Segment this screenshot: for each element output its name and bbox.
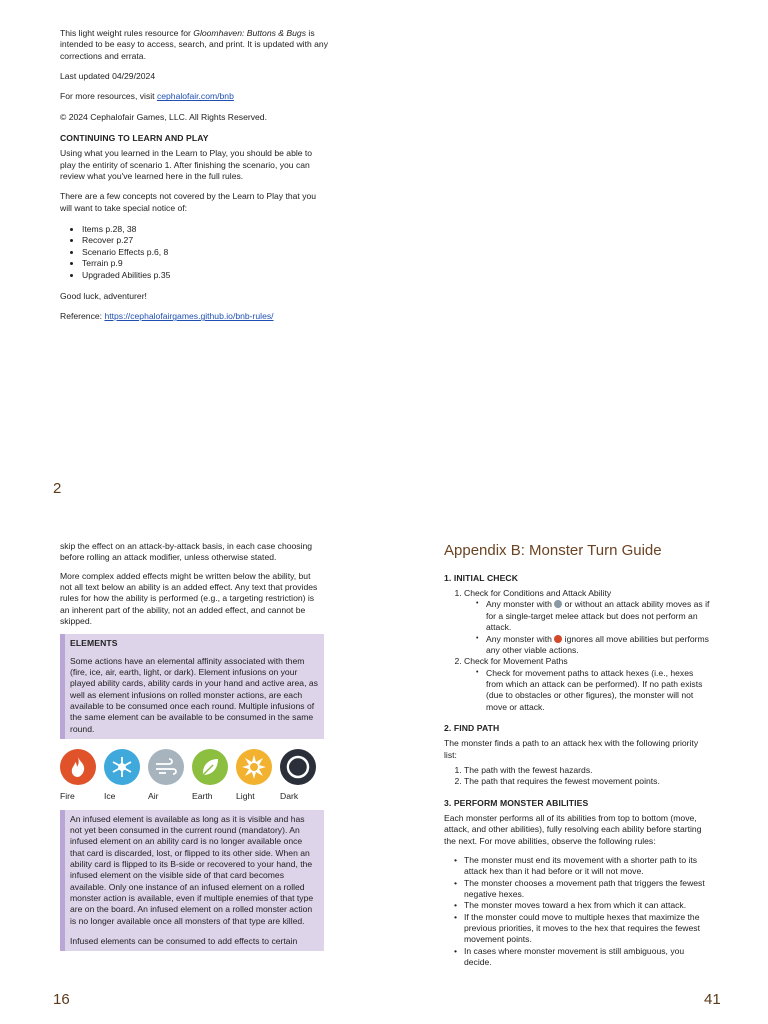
- last-updated: Last updated 04/29/2024: [60, 71, 156, 82]
- paragraph: skip the effect on an attack-by-attack basis, in each case choosing before rolling an attack modifier, unless otherwise stated.: [60, 541, 313, 563]
- concept-list: [60, 224, 328, 281]
- list-item: 1. Check for Conditions and Attack Ability • Any monster with or without an attack ability moves as if for a single-target melee attack but does not perform an attack. • Any monster with ignores all move abilities but performs any other viable actions.: [464, 588, 710, 656]
- element-ice: [104, 749, 148, 802]
- page-16: [60, 541, 324, 951]
- list-item: 1. The path with the fewest hazards.: [464, 765, 710, 776]
- list-item: • In cases where monster movement is still ambiguous, you decide.: [464, 946, 710, 969]
- resources-line: For more resources, visit cephalofair.com/bnb: [60, 91, 234, 102]
- list-item: • The monster chooses a movement path that triggers the fewest negative hexes.: [464, 878, 710, 901]
- list-item: • Check for movement paths to attack hexes (i.e., hexes from which an attack can be performed). If no path exists (due to obstacles or other figures), the monster will not move or attack.: [486, 668, 710, 713]
- page-number: 2: [53, 480, 62, 497]
- page-2: [60, 28, 328, 323]
- list-item: • Scenario Effects p.6, 8: [82, 247, 328, 258]
- list-item: • Terrain p.9: [82, 258, 328, 269]
- list-item: 2. Check for Movement Paths • Check for movement paths to attack hexes (i.e., hexes from which an attack can be performed). If no path exists (due to obstacles or other figures), the monster will not move or attack.: [464, 656, 710, 713]
- element-label: Ice: [104, 791, 116, 802]
- section-heading: 1. INITIAL CHECK: [444, 572, 519, 583]
- paragraph: Each monster performs all of its abilities from top to bottom (move, attack, and other abilities), fully resolving each ability before starting the next. For move abilities, observe the following rules:: [444, 812, 702, 846]
- section-heading: 3. PERFORM MONSTER ABILITIES: [444, 797, 589, 808]
- paragraph: The monster finds a path to an attack hex with the following priority list:: [444, 738, 699, 760]
- paragraph: There are a few concepts not covered by the Learn to Play that you will want to take special notice of:: [60, 191, 317, 213]
- elements-box: [60, 634, 324, 739]
- ice-icon: [104, 749, 140, 785]
- paragraph: More complex added effects might be written below the ability, but not all text below an ability is an added effect. Any text that provides rules for how the ability is performed (e.g., a targeting restriction) is an inherent part of the ability, not an added effect, and cannot be skipped.: [60, 570, 318, 627]
- earth-icon: [192, 749, 228, 785]
- infused-text: An infused element is available as long as it is visible and has not yet been consumed in the current round (mandatory). An infused element on an ability card is no longer available once that card is discarded, lost, or flipped to its other side. When an ability card is flipped to its B-side or recovered to your hand, the infused element on the visible side of that card becomes available. Only one instance of an infused element on a rolled monster action is available, even if multiple enemies of that type are on the board. An infused element on a rolled monster action is no longer available once all monsters of that type are killed.: [70, 813, 314, 926]
- good-luck: Good luck, adventurer!: [60, 290, 147, 301]
- element-air: [148, 749, 192, 802]
- copyright: © 2024 Cephalofair Games, LLC. All Rights Reserved.: [60, 111, 267, 122]
- element-dark: [280, 749, 324, 802]
- reference-link[interactable]: https://cephalofairgames.github.io/bnb-rules/: [104, 311, 274, 322]
- section-heading: 2. FIND PATH: [444, 722, 500, 733]
- list-item: 2. The path that requires the fewest movement points.: [464, 776, 710, 787]
- element-label: Earth: [192, 791, 213, 802]
- intro-text: This light weight rules resource for Gloomhaven: Buttons & Bugs is intended to be easy to access, search, and print. It is updated with any corrections and errata.: [60, 28, 329, 61]
- list-item: • If the monster could move to multiple hexes that maximize the previous priorities, it moves to the hex that requires the fewest movement points.: [464, 912, 710, 946]
- list-item: • The monster must end its movement with a shorter path to its attack hex than it had before or it will not move.: [464, 855, 710, 878]
- priority-list: [444, 765, 710, 788]
- element-earth: [192, 749, 236, 802]
- list-item: • The monster moves toward a hex from which it can attack.: [464, 900, 710, 911]
- element-label: Air: [148, 791, 159, 802]
- paragraph: Using what you learned in the Learn to Play, you should be able to play the entirity of scenario 1. After finishing the scenario, you can review what you've learned here in the full rules.: [60, 148, 313, 182]
- element-label: Dark: [280, 791, 299, 802]
- fire-icon: [60, 749, 96, 785]
- section-heading: CONTINUING TO LEARN AND PLAY: [60, 133, 209, 144]
- element-fire: [60, 749, 104, 802]
- element-label: Light: [236, 791, 255, 802]
- element-light: [236, 749, 280, 802]
- move-rules-list: [444, 855, 710, 968]
- infused-box: [60, 810, 324, 952]
- light-icon: [236, 749, 272, 785]
- initial-check-list: [444, 588, 710, 713]
- consumed-text: Infused elements can be consumed to add effects to certain: [70, 935, 298, 946]
- list-item: • Any monster with ignores all move abilities but performs any other viable actions.: [486, 634, 710, 657]
- dark-icon: [280, 749, 316, 785]
- page-number: 41: [704, 991, 721, 1008]
- list-item: • Upgraded Abilities p.35: [82, 270, 328, 281]
- resources-link[interactable]: cephalofair.com/bnb: [156, 91, 234, 102]
- page-number: 16: [53, 991, 70, 1008]
- elements-text: Some actions have an elemental affinity associated with them (fire, ice, air, earth, light, or dark). Element infusions on your played ability cards, ability cards in your hand and active area, as well as element infusions on rolled monster actions, are each available to be consumed once each round. Multiple infusions of the same element can be available to be consumed in the same round.: [70, 655, 318, 734]
- reference-line: Reference: https://cephalofairgames.github.io/bnb-rules/: [60, 311, 274, 322]
- element-label: Fire: [60, 791, 75, 802]
- element-icons: [60, 749, 324, 802]
- air-icon: [148, 749, 184, 785]
- list-item: • Any monster with or without an attack ability moves as if for a single-target melee attack but does not perform an attack.: [486, 599, 710, 633]
- list-item: • Items p.28, 38: [82, 224, 328, 235]
- page-41: [444, 541, 710, 968]
- page-title: Appendix B: Monster Turn Guide: [444, 542, 662, 559]
- elements-heading: ELEMENTS: [70, 638, 118, 649]
- list-item: • Recover p.27: [82, 235, 328, 246]
